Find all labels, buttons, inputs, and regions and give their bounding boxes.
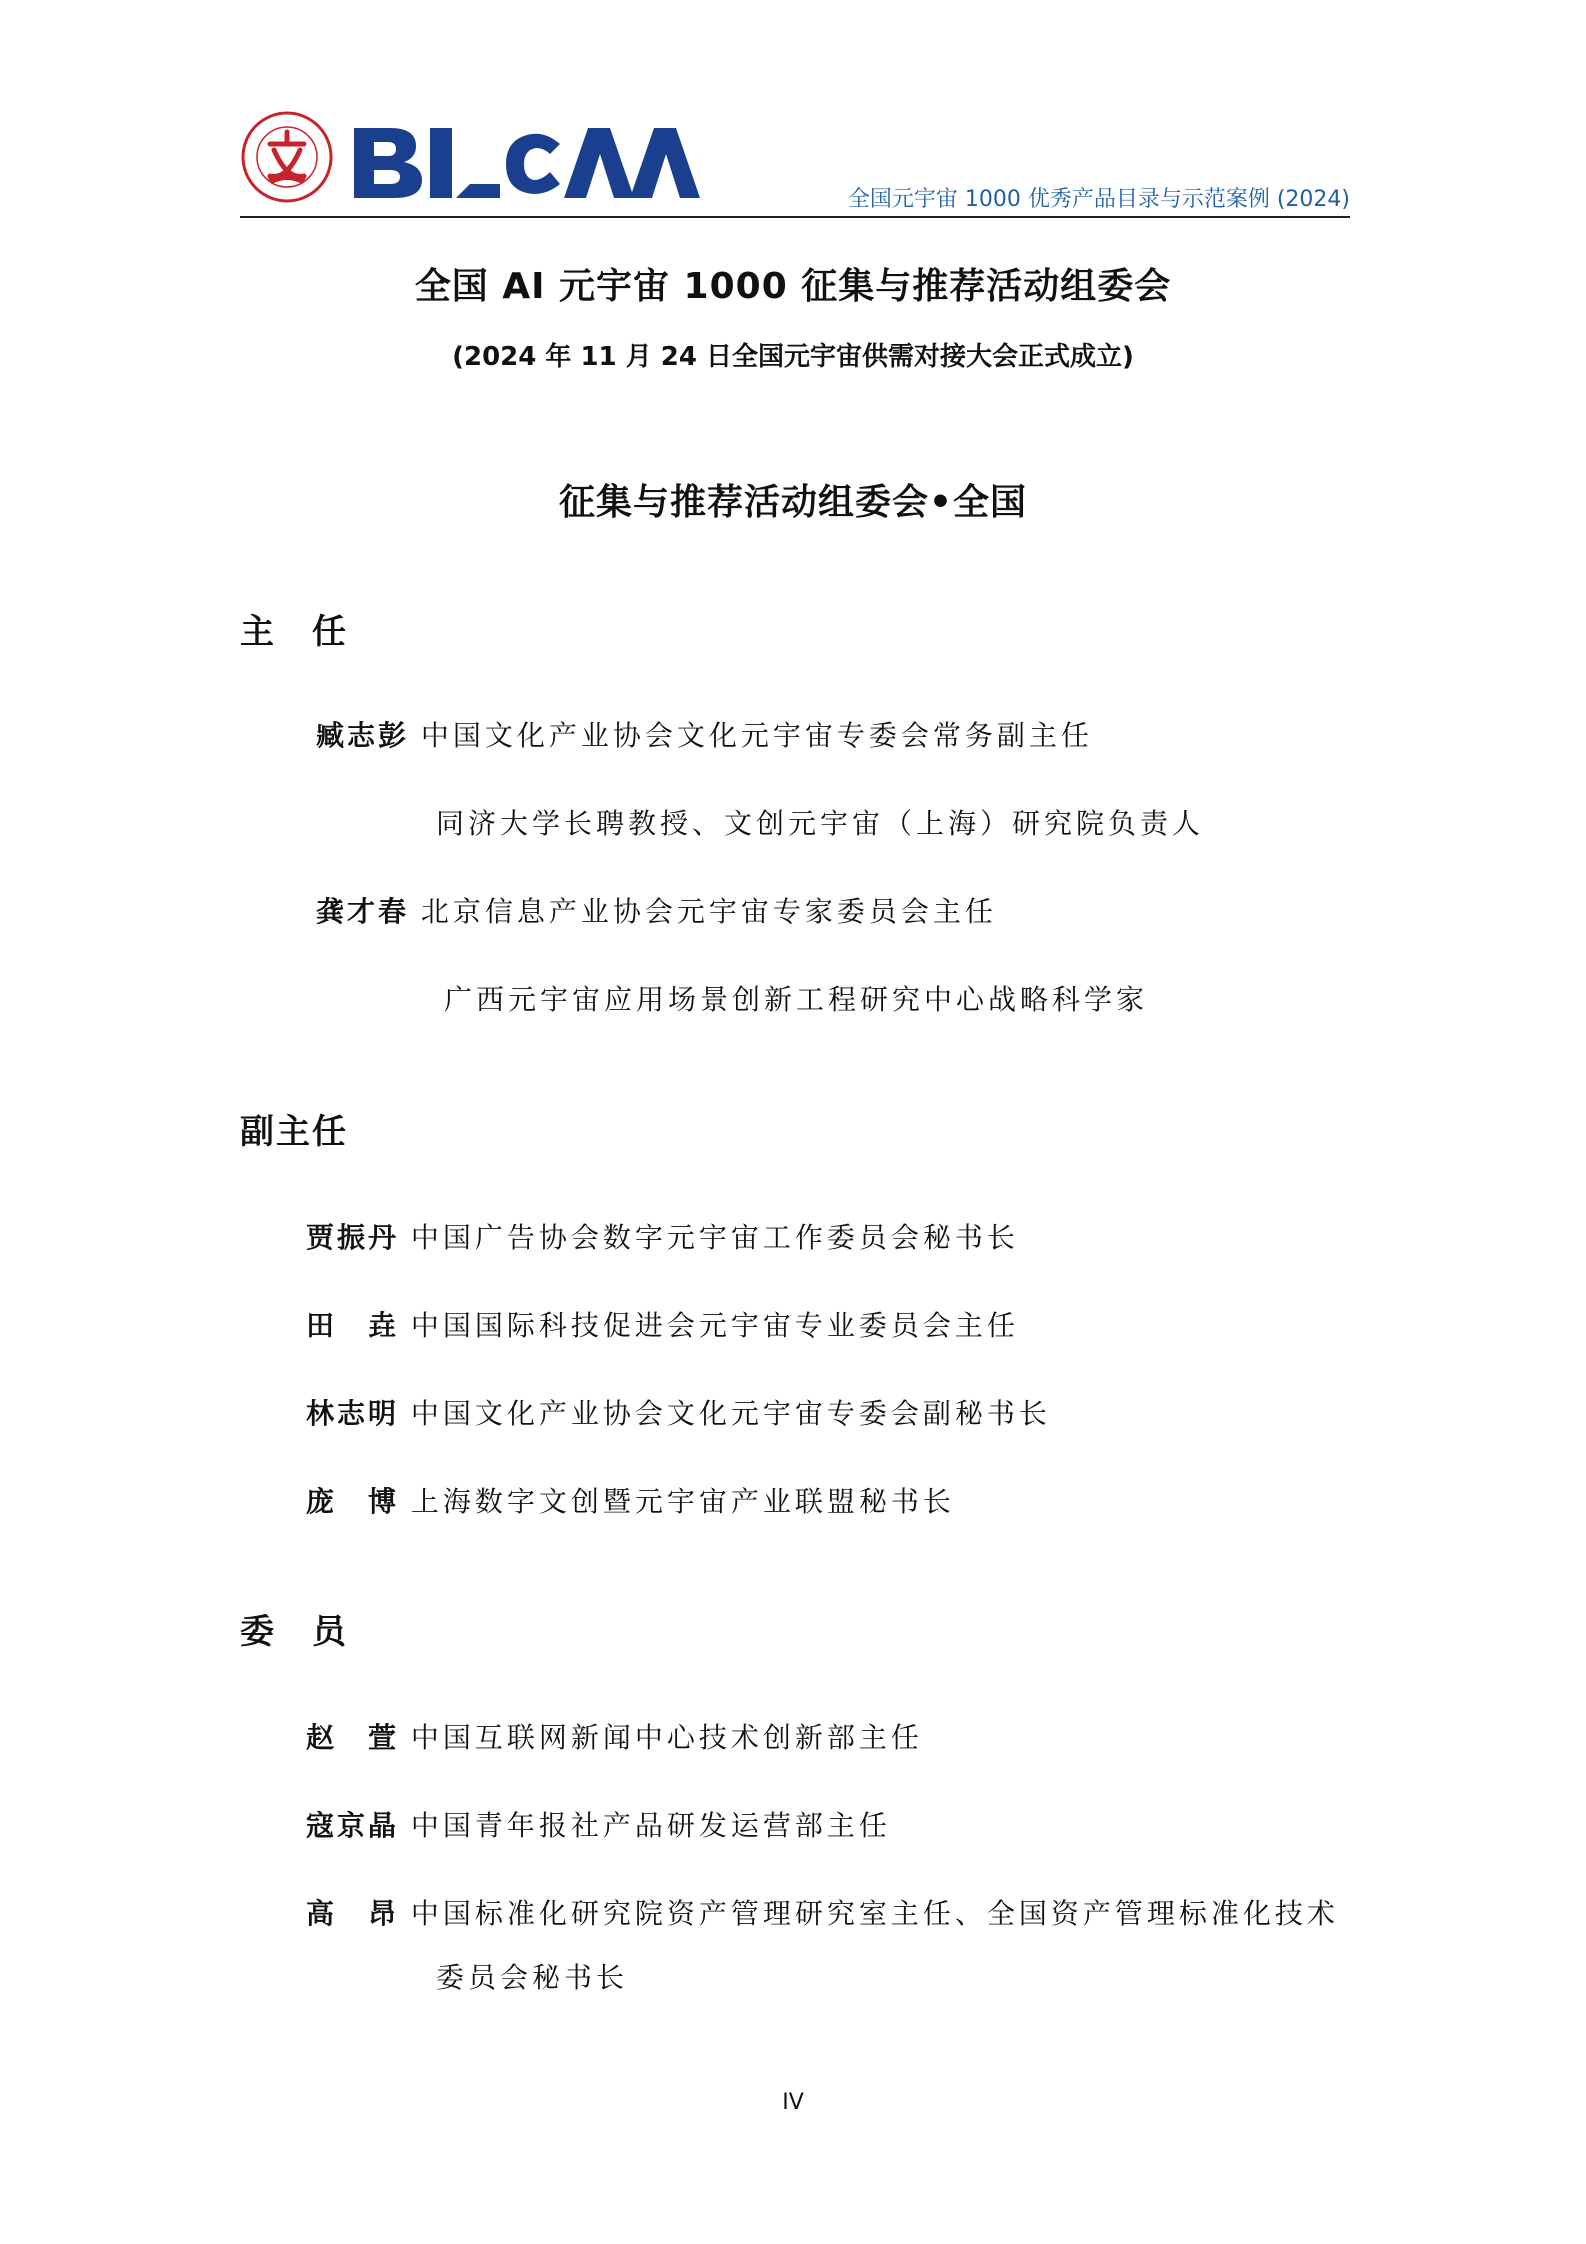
section-title: 征集与推荐活动组委会•全国 [558,482,1027,523]
member-name: 臧志彭 [316,719,410,752]
member-entry [306,1716,923,1756]
member-role: 中国国际科技促进会元宇宙专业委员会主任 [410,1309,1019,1342]
director-entry [316,890,997,930]
member-name: 赵 萱 [306,1721,400,1754]
member-role: 中国广告协会数字元宇宙工作委员会秘书长 [410,1221,1019,1254]
page-number: IV [782,2090,804,2115]
member-role-line: 广西元宇宙应用场景创新工程研究中心战略科学家 [444,983,1149,1016]
member-role: 中国青年报社产品研发运营部主任 [410,1809,891,1842]
directors-heading: 主 任 [240,612,348,652]
member-name: 寇京晶 [306,1809,400,1842]
deputy-director-entry [306,1392,1051,1432]
member-role: 中国文化产业协会文化元宇宙专委会副秘书长 [410,1397,1051,1430]
header-divider [240,216,1350,218]
header-caption: 全国元宇宙 1000 优秀产品目录与示范案例 (2024) [847,187,1350,212]
member-name: 高 昂 [306,1897,400,1930]
member-role-line: 同济大学长聘教授、文创元宇宙（上海）研究院负责人 [436,807,1205,840]
member-role: 中国文化产业协会文化元宇宙专委会常务副主任 [420,719,1093,752]
deputy-director-entry [306,1480,955,1520]
director-entry [316,714,1093,754]
member-role-line: 委员会秘书长 [436,1961,629,1994]
member-entry [306,1804,891,1844]
member-role: 中国互联网新闻中心技术创新部主任 [410,1721,923,1754]
member-name: 贾振丹 [306,1221,400,1254]
member-entry [306,1892,1339,1932]
member-name: 庞 博 [306,1485,400,1518]
deputy-director-entry [306,1304,1019,1344]
page-header [240,110,1350,220]
member-role: 中国标准化研究院资产管理研究室主任、全国资产管理标准化技术 [410,1897,1339,1930]
deputy-directors-heading: 副主任 [240,1112,348,1152]
deputy-director-entry [306,1216,1019,1256]
association-seal-logo [240,110,334,204]
member-name: 龚才春 [316,895,410,928]
member-role: 上海数字文创暨元宇宙产业联盟秘书长 [410,1485,955,1518]
page-title: 全国 AI 元宇宙 1000 征集与推荐活动组委会 [414,266,1172,307]
member-name: 林志明 [306,1397,400,1430]
member-name: 田 垚 [306,1309,400,1342]
page-subtitle: (2024 年 11 月 24 日全国元宇宙供需对接大会正式成立) [452,342,1134,372]
members-heading: 委 员 [240,1612,348,1652]
bicaa-logo [350,122,700,202]
member-role: 北京信息产业协会元宇宙专家委员会主任 [420,895,997,928]
